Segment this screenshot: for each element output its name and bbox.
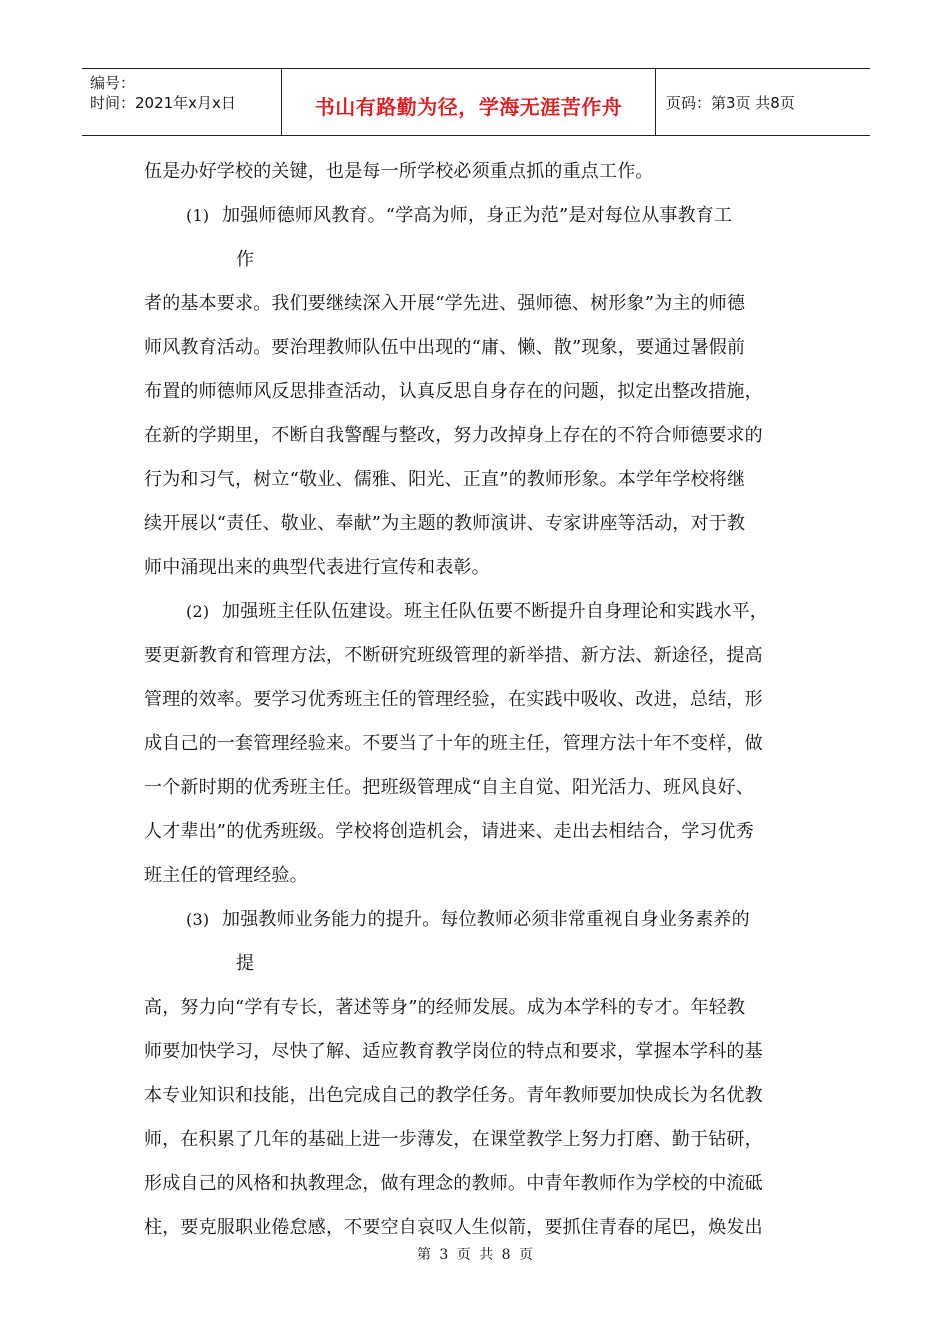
- paragraph-line: 伍是办好学校的关键，也是每一所学校必须重点抓的重点工作。: [144, 161, 654, 182]
- paragraph-line: 柱，要克服职业倦怠感，不要空自哀叹人生似箭，要抓住青春的尾巴，焕发出: [144, 1217, 763, 1238]
- list-item-heading: 加强教师业务能力的提升。每位教师必须非常重视自身业务素养的: [222, 909, 750, 930]
- paragraph-line: 布置的师德师风反思排查活动，认真反思自身存在的问题，拟定出整改措施，: [144, 381, 763, 402]
- list-number: (1): [186, 206, 210, 225]
- paragraph-line: 班主任的管理经验。: [144, 865, 308, 886]
- paragraph-line: 要更新教育和管理方法，不断研究班级管理的新举措、新方法、新途径，提高: [144, 645, 763, 666]
- document-date: 时间：2021年x月x日: [90, 94, 236, 112]
- header-page-number: 页码：第3页 共8页: [666, 93, 795, 112]
- list-number: (2): [186, 602, 210, 621]
- document-number: 编号：: [90, 74, 136, 92]
- list-item-wrap: 提: [236, 953, 255, 974]
- header-motto-cell: [282, 69, 656, 135]
- paragraph-line: 行为和习气，树立“敬业、儒雅、阳光、正直”的教师形象。本学年学校将继: [144, 469, 746, 490]
- header-page-cell: [656, 69, 870, 135]
- list-number: (3): [186, 910, 210, 929]
- paragraph-line: 一个新时期的优秀班主任。把班级管理成“自主自觉、阳光活力、班风良好、: [144, 777, 754, 798]
- list-item-heading: 加强班主任队伍建设。班主任队伍要不断提升自身理论和实践水平，: [222, 601, 768, 622]
- header-meta: [82, 69, 282, 135]
- document-body: [144, 150, 808, 1250]
- paragraph-line: 管理的效率。要学习优秀班主任的管理经验，在实践中吸收、改进，总结，形: [144, 689, 763, 710]
- paragraph-line: 师要加快学习，尽快了解、适应教育教学岗位的特点和要求，掌握本学科的基: [144, 1041, 763, 1062]
- list-item-2: [144, 590, 808, 634]
- list-item-heading: 加强师德师风教育。“学高为师，身正为范”是对每位从事教育工: [222, 205, 733, 226]
- paragraph-line: 在新的学期里，不断自我警醒与整改，努力改掉身上存在的不符合师德要求的: [144, 425, 763, 446]
- paragraph-line: 师，在积累了几年的基础上进一步薄发，在课堂教学上努力打磨、勤于钻研，: [144, 1129, 763, 1150]
- paragraph-line: 人才辈出”的优秀班级。学校将创造机会，请进来、走出去相结合，学习优秀: [144, 821, 754, 842]
- paragraph-line: 高，努力向“学有专长，著述等身”的经师发展。成为本学科的专才。年轻教: [144, 997, 746, 1018]
- list-item-1: [144, 194, 808, 238]
- page-header: [82, 68, 870, 136]
- paragraph-line: 师风教育活动。要治理教师队伍中出现的“庸、懒、散”现象，要通过暑假前: [144, 337, 746, 358]
- paragraph-line: 形成自己的风格和执教理念，做有理念的教师。中青年教师作为学校的中流砥: [144, 1173, 763, 1194]
- paragraph-line: 本专业知识和技能，出色完成自己的教学任务。青年教师要加快成长为名优教: [144, 1085, 763, 1106]
- paragraph-line: 者的基本要求。我们要继续深入开展“学先进、强师德、树形象”为主的师德: [144, 293, 746, 314]
- header-motto: 书山有路勤为径，学海无涯苦作舟: [314, 94, 623, 119]
- list-item-3: [144, 898, 808, 942]
- paragraph-line: 成自己的一套管理经验来。不要当了十年的班主任，管理方法十年不变样，做: [144, 733, 763, 754]
- page-footer: 第 3 页 共 8 页: [416, 1247, 534, 1263]
- list-item-wrap: 作: [236, 249, 255, 270]
- paragraph-line: 续开展以“责任、敬业、奉献”为主题的教师演讲、专家讲座等活动，对于教: [144, 513, 746, 534]
- paragraph-line: 师中涌现出来的典型代表进行宣传和表彰。: [144, 557, 490, 578]
